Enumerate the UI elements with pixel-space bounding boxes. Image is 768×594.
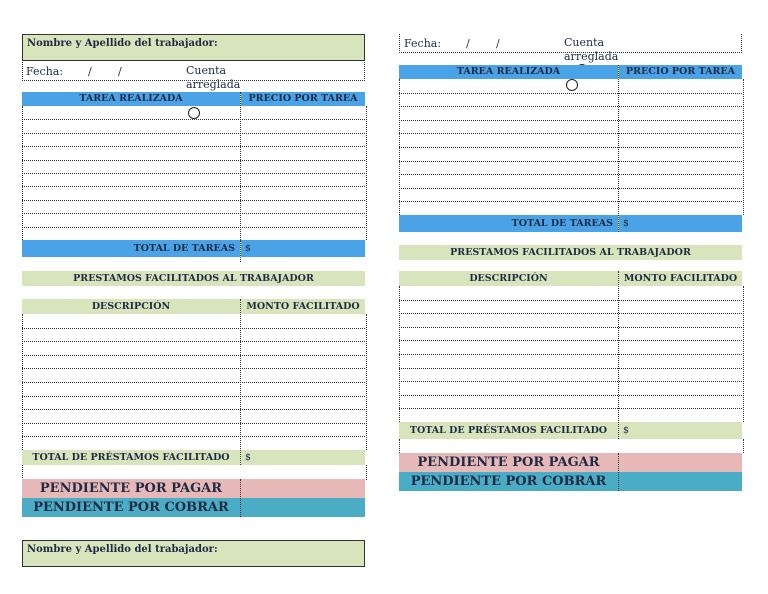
ruled-line bbox=[399, 327, 742, 328]
currency-symbol: $ bbox=[245, 452, 252, 463]
ruled-line bbox=[399, 174, 742, 175]
ruled-line bbox=[399, 133, 742, 134]
total-tareas-row bbox=[399, 215, 618, 232]
fecha-label: Fecha: bbox=[26, 65, 64, 78]
worker-name-label: Nombre y Apellido del trabajador: bbox=[27, 38, 218, 49]
monto-header: MONTO FACILITADO bbox=[241, 299, 365, 314]
ruled-line bbox=[399, 313, 742, 314]
total-prestamos-row bbox=[22, 450, 240, 465]
ruled-line bbox=[22, 355, 365, 356]
ruled-line bbox=[22, 186, 365, 187]
pendiente-pagar-label: PENDIENTE POR PAGAR bbox=[39, 481, 223, 496]
pendiente-cobrar-label: PENDIENTE POR COBRAR bbox=[33, 500, 229, 515]
ruled-line bbox=[399, 368, 742, 369]
ruled-line bbox=[399, 161, 742, 162]
ruled-line bbox=[399, 300, 742, 301]
total-tareas-value[interactable] bbox=[619, 215, 742, 232]
ruled-line bbox=[22, 436, 365, 437]
ruled-line bbox=[22, 173, 365, 174]
worker-name-label: Nombre y Apellido del trabajador: bbox=[27, 544, 218, 555]
pendiente-pagar-row bbox=[399, 453, 742, 472]
ruled-line bbox=[399, 354, 742, 355]
date-slash: / bbox=[496, 37, 500, 50]
total-prestamos-row bbox=[399, 422, 618, 439]
ruled-line bbox=[399, 188, 742, 189]
total-tareas-value[interactable] bbox=[241, 240, 365, 257]
pendiente-pagar-label: PENDIENTE POR PAGAR bbox=[417, 455, 600, 470]
total-tareas-label: TOTAL DE TAREAS bbox=[511, 218, 613, 229]
total-prestamos-label: TOTAL DE PRÉSTAMOS FACILITADO bbox=[32, 452, 230, 463]
pendiente-cobrar-row bbox=[399, 472, 742, 491]
cuenta-label: Cuenta arreglada bbox=[186, 64, 241, 91]
prestamos-header: PRESTAMOS FACILITADOS AL TRABAJADOR bbox=[399, 245, 742, 260]
currency-symbol: $ bbox=[623, 425, 630, 436]
date-slash: / bbox=[88, 65, 92, 78]
ruled-line bbox=[399, 395, 742, 396]
pendiente-pagar-row bbox=[22, 479, 365, 498]
ruled-line bbox=[399, 201, 742, 202]
fecha-label: Fecha: bbox=[404, 37, 442, 50]
total-prestamos-label: TOTAL DE PRÉSTAMOS FACILITADO bbox=[409, 425, 608, 436]
ruled-line bbox=[22, 396, 365, 397]
cuenta-label: Cuenta arreglada bbox=[564, 36, 619, 63]
currency-symbol: $ bbox=[245, 243, 252, 254]
ruled-line bbox=[399, 340, 742, 341]
ruled-line bbox=[22, 382, 365, 383]
ruled-line bbox=[399, 408, 742, 409]
ruled-line bbox=[399, 147, 742, 148]
date-slash: / bbox=[466, 37, 470, 50]
date-slash: / bbox=[118, 65, 122, 78]
ruled-line bbox=[22, 341, 365, 342]
ruled-line bbox=[22, 368, 365, 369]
total-tareas-row bbox=[22, 240, 240, 257]
ruled-line bbox=[22, 160, 365, 161]
ruled-line bbox=[22, 146, 365, 147]
ruled-line bbox=[399, 120, 742, 121]
descripcion-header: DESCRIPCIÓN bbox=[399, 271, 618, 286]
total-tareas-label: TOTAL DE TAREAS bbox=[133, 243, 235, 254]
ruled-line bbox=[22, 328, 365, 329]
ruled-line bbox=[22, 409, 365, 410]
ruled-line bbox=[22, 119, 365, 120]
precio-header: PRECIO POR TAREA bbox=[241, 92, 365, 106]
currency-symbol: $ bbox=[623, 218, 630, 229]
pendiente-cobrar-label: PENDIENTE POR COBRAR bbox=[410, 474, 607, 489]
tarea-header: TAREA REALIZADA bbox=[399, 65, 618, 79]
ruled-line bbox=[22, 423, 365, 424]
precio-header: PRECIO POR TAREA bbox=[619, 65, 742, 79]
ruled-line bbox=[399, 93, 742, 94]
pendiente-cobrar-row bbox=[22, 498, 365, 517]
total-prestamos-value[interactable] bbox=[619, 422, 742, 439]
prestamos-header: PRESTAMOS FACILITADOS AL TRABAJADOR bbox=[22, 271, 365, 286]
ruled-line bbox=[22, 227, 365, 228]
ruled-line bbox=[22, 213, 365, 214]
worker-name-field[interactable] bbox=[22, 540, 365, 567]
ruled-line bbox=[22, 200, 365, 201]
ruled-line bbox=[399, 106, 742, 107]
ruled-line bbox=[22, 133, 365, 134]
ruled-line bbox=[399, 381, 742, 382]
total-prestamos-value[interactable] bbox=[241, 450, 365, 465]
descripcion-header: DESCRIPCIÓN bbox=[22, 299, 240, 314]
monto-header: MONTO FACILITADO bbox=[619, 271, 742, 286]
worker-name-field[interactable] bbox=[22, 34, 365, 61]
tarea-header: TAREA REALIZADA bbox=[22, 92, 240, 106]
